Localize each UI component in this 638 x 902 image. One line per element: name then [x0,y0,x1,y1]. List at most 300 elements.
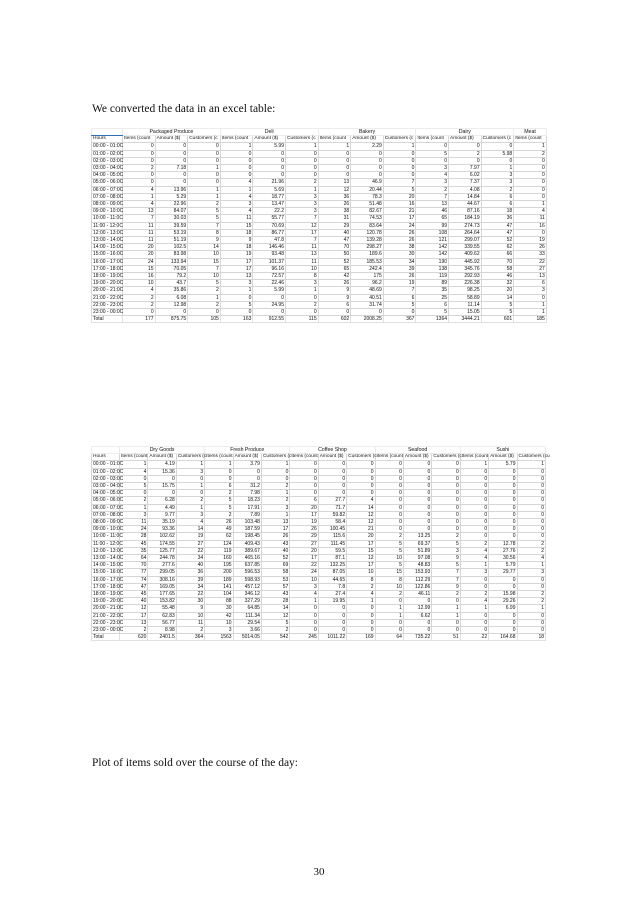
data-cell[interactable]: 2 [481,186,514,193]
data-cell[interactable]: 0 [432,504,460,511]
data-cell[interactable]: 2 [416,186,449,193]
data-cell[interactable]: 5 [120,483,148,490]
data-cell[interactable]: 2 [176,497,204,504]
data-cell[interactable]: 46 [416,208,449,215]
data-cell[interactable]: 1 [517,562,546,569]
data-cell[interactable]: 0 [449,143,482,150]
data-cell[interactable]: 44.67 [449,201,482,208]
data-cell[interactable]: 0 [123,143,156,150]
data-cell[interactable]: 31.74 [351,301,384,308]
data-cell[interactable]: 0 [347,475,375,482]
category-seafood[interactable]: Seafood [375,447,460,454]
data-cell[interactable]: 1 [460,562,488,569]
data-cell[interactable]: 83.64 [351,222,384,229]
data-cell[interactable]: 3 [481,179,514,186]
data-cell[interactable]: 51.89 [403,547,431,554]
data-cell[interactable]: 11 [123,229,156,236]
hour-cell[interactable]: 16:00 - 17:0C [93,576,124,583]
data-cell[interactable]: 24 [123,258,156,265]
data-cell[interactable]: 27 [290,540,318,547]
total-cell[interactable]: 18 [517,634,546,641]
hour-cell[interactable]: 20:00 - 21:0C [93,605,124,612]
data-cell[interactable]: 4 [347,497,375,504]
data-cell[interactable]: 15.05 [449,309,482,316]
data-cell[interactable]: 15.75 [148,483,176,490]
hour-cell[interactable]: 05:00 - 06:0C [93,179,124,186]
total-cell[interactable]: 602 [318,316,351,323]
data-cell[interactable]: 21.96 [253,179,286,186]
data-cell[interactable]: 409.62 [449,251,482,258]
data-cell[interactable]: 637.85 [233,562,261,569]
data-cell[interactable]: 38 [318,208,351,215]
data-cell[interactable]: 0 [403,504,431,511]
data-cell[interactable]: 0 [403,468,431,475]
data-cell[interactable]: 5 [220,301,253,308]
data-cell[interactable]: 0 [514,193,547,200]
data-cell[interactable]: 6 [383,294,416,301]
data-cell[interactable]: 3 [220,280,253,287]
data-cell[interactable]: 0 [514,186,547,193]
data-cell[interactable]: 1 [517,461,546,468]
data-cell[interactable]: 9 [432,583,460,590]
data-cell[interactable]: 20 [123,244,156,251]
hour-cell[interactable]: 14:00 - 15:0C [93,562,124,569]
data-cell[interactable]: 11 [285,258,318,265]
data-cell[interactable]: 30.56 [489,555,517,562]
data-cell[interactable]: 0 [432,461,460,468]
data-cell[interactable]: 0 [403,483,431,490]
data-cell[interactable]: 1 [460,605,488,612]
data-cell[interactable]: 0 [155,179,188,186]
column-header[interactable]: Amount ($) [449,136,482,143]
data-cell[interactable]: 58 [261,569,289,576]
data-cell[interactable]: 34 [176,583,204,590]
hour-cell[interactable]: 08:00 - 09:0C [93,519,124,526]
data-cell[interactable]: 0 [375,598,403,605]
data-cell[interactable]: 40 [176,562,204,569]
data-cell[interactable]: 0 [514,172,547,179]
data-cell[interactable]: 5 [188,280,221,287]
total-cell[interactable]: 164.68 [489,634,517,641]
data-cell[interactable]: 1 [347,598,375,605]
data-cell[interactable]: 2 [432,591,460,598]
data-cell[interactable]: 465.16 [233,555,261,562]
data-cell[interactable]: 26 [290,526,318,533]
data-cell[interactable]: 4 [120,468,148,475]
column-header[interactable]: Customers (c [177,454,207,460]
data-cell[interactable]: 22 [514,258,547,265]
data-cell[interactable]: 4 [460,555,488,562]
data-cell[interactable]: 111.34 [233,612,261,619]
data-cell[interactable]: 141 [205,583,233,590]
data-cell[interactable]: 0 [253,172,286,179]
data-cell[interactable]: 0 [155,143,188,150]
data-cell[interactable]: 13 [220,273,253,280]
data-cell[interactable]: 0 [233,468,261,475]
data-cell[interactable]: 69.37 [403,540,431,547]
data-cell[interactable]: 24 [120,526,148,533]
column-header[interactable]: Customers (c [348,454,377,460]
data-cell[interactable]: 32 [481,280,514,287]
data-cell[interactable]: 1 [261,511,289,518]
data-cell[interactable]: 0 [517,504,546,511]
total-label[interactable]: Total [92,316,123,323]
data-cell[interactable]: 0 [489,504,517,511]
column-header[interactable]: Amount ($) [489,454,517,461]
data-cell[interactable]: 89 [416,280,449,287]
data-cell[interactable]: 12 [347,519,375,526]
data-cell[interactable]: 6 [514,280,547,287]
data-cell[interactable]: 5 [432,540,460,547]
hour-cell[interactable]: 00:00 - 01:0C [93,461,124,468]
data-cell[interactable]: 2 [432,533,460,540]
data-cell[interactable]: 4.19 [148,461,176,468]
data-cell[interactable]: 8.98 [148,627,176,634]
hour-cell[interactable]: 15:00 - 16:0C [93,251,124,258]
data-cell[interactable]: 27.76 [489,547,517,554]
data-cell[interactable]: 4 [176,519,204,526]
data-cell[interactable]: 72.57 [253,273,286,280]
data-cell[interactable]: 0 [347,619,375,626]
data-cell[interactable]: 26 [205,519,233,526]
total-cell[interactable]: 2401.5 [148,634,176,641]
data-cell[interactable]: 12 [120,605,148,612]
column-header[interactable]: Customers (c [188,136,221,143]
data-cell[interactable]: 77 [120,569,148,576]
data-cell[interactable]: 17 [347,562,375,569]
data-cell[interactable]: 298.27 [351,244,384,251]
data-cell[interactable]: 14 [261,605,289,612]
data-cell[interactable]: 0 [449,157,482,164]
data-cell[interactable]: 74 [120,576,148,583]
total-cell[interactable]: 1364 [416,316,449,323]
data-cell[interactable]: 5.99 [253,287,286,294]
data-cell[interactable]: 26 [318,280,351,287]
data-cell[interactable]: 34 [383,258,416,265]
data-cell[interactable]: 4 [220,179,253,186]
column-header[interactable]: Amount ($) [148,454,176,461]
data-cell[interactable]: 29 [318,222,351,229]
data-cell[interactable]: 0 [220,150,253,157]
data-cell[interactable]: 9.77 [148,511,176,518]
hour-cell[interactable]: 13:00 - 14:0C [93,237,124,244]
data-cell[interactable]: 6.02 [449,172,482,179]
data-cell[interactable]: 0 [318,461,346,468]
data-cell[interactable]: 3 [285,208,318,215]
data-cell[interactable]: 96.16 [253,265,286,272]
data-cell[interactable]: 5 [261,619,289,626]
data-cell[interactable]: 10 [176,612,204,619]
hour-cell[interactable]: 10:00 - 11:0C [93,533,123,540]
data-cell[interactable]: 15.98 [489,591,517,598]
data-cell[interactable]: 0 [155,157,188,164]
data-cell[interactable]: 22 [176,547,204,554]
data-cell[interactable]: 0 [253,309,286,316]
data-cell[interactable]: 7 [416,193,449,200]
data-cell[interactable]: 0 [403,598,431,605]
data-cell[interactable]: 49 [205,526,233,533]
data-cell[interactable]: 2 [517,547,546,554]
data-cell[interactable]: 10 [188,273,221,280]
data-cell[interactable]: 299.05 [148,569,176,576]
data-cell[interactable]: 0 [351,157,384,164]
data-cell[interactable]: 52 [261,555,289,562]
data-cell[interactable]: 11 [123,237,156,244]
data-cell[interactable]: 1 [514,309,547,316]
data-cell[interactable]: 6 [205,483,233,490]
data-cell[interactable]: 3 [176,511,204,518]
data-cell[interactable]: 108 [416,229,449,236]
total-cell[interactable]: 367 [383,316,416,323]
data-cell[interactable]: 102.5 [155,244,188,251]
data-cell[interactable]: 70 [318,244,351,251]
data-cell[interactable]: 9 [432,555,460,562]
data-cell[interactable]: 0 [375,627,403,634]
data-cell[interactable]: 1 [517,605,546,612]
data-cell[interactable]: 97.08 [403,555,431,562]
data-cell[interactable]: 0 [205,468,233,475]
data-cell[interactable]: 121 [416,237,449,244]
data-cell[interactable]: 2 [176,627,204,634]
column-header[interactable]: Amount ($) [403,454,431,461]
data-cell[interactable]: 31.2 [233,483,261,490]
data-cell[interactable]: 190 [416,258,449,265]
data-cell[interactable]: 0 [460,627,488,634]
data-cell[interactable]: 26 [261,533,289,540]
hour-cell[interactable]: 05:00 - 06:0C [93,497,124,504]
hour-cell[interactable]: 23:00 - 00:0C [93,309,124,316]
data-cell[interactable]: 409.43 [233,540,261,547]
data-cell[interactable]: 66 [481,251,514,258]
column-header[interactable]: Items (count [291,454,318,460]
data-cell[interactable]: 2 [261,627,289,634]
data-cell[interactable]: 0 [347,461,375,468]
data-cell[interactable]: 0 [347,627,375,634]
data-cell[interactable]: 18 [220,244,253,251]
data-cell[interactable]: 195 [205,562,233,569]
column-header[interactable]: Items (count [220,136,253,143]
data-cell[interactable]: 31 [318,215,351,222]
hour-cell[interactable]: 14:00 - 15:0C [93,244,124,251]
hour-cell[interactable]: 01:00 - 02:0C [93,468,124,475]
data-cell[interactable]: 0 [220,157,253,164]
category-dry-goods[interactable]: Dry Goods [120,447,205,454]
hour-cell[interactable]: 18:00 - 19:0C [93,273,124,280]
data-cell[interactable]: 0 [120,490,148,497]
data-cell[interactable]: 13 [416,201,449,208]
data-cell[interactable]: 1 [120,461,148,468]
data-cell[interactable]: 0 [220,309,253,316]
total-cell[interactable]: 601 [481,316,514,323]
hour-cell[interactable]: 06:00 - 07:0C [93,186,124,193]
data-cell[interactable]: 7.37 [449,179,482,186]
hour-cell[interactable]: 03:00 - 04:0C [93,483,124,490]
hour-cell[interactable]: 01:00 - 02:0C [93,150,124,157]
data-cell[interactable]: 2 [123,301,156,308]
data-cell[interactable]: 174.55 [148,540,176,547]
data-cell[interactable]: 187.59 [233,526,261,533]
data-cell[interactable]: 1 [290,598,318,605]
data-cell[interactable]: 0 [489,583,517,590]
data-cell[interactable]: 124 [205,540,233,547]
category-coffee-shop[interactable]: Coffee Shop [290,447,375,454]
data-cell[interactable]: 7 [432,569,460,576]
data-cell[interactable]: 0 [155,309,188,316]
column-header[interactable]: Customers (c [433,454,462,460]
data-cell[interactable]: 0 [489,475,517,482]
data-cell[interactable]: 0 [253,157,286,164]
data-cell[interactable]: 7 [188,222,221,229]
data-cell[interactable]: 1 [188,186,221,193]
data-cell[interactable]: 1 [285,143,318,150]
data-cell[interactable]: 0 [290,627,318,634]
data-cell[interactable]: 13 [318,179,351,186]
data-cell[interactable]: 26 [514,244,547,251]
data-cell[interactable]: 15 [375,569,403,576]
data-cell[interactable]: 0 [489,497,517,504]
data-cell[interactable]: 169.05 [148,583,176,590]
data-cell[interactable]: 2 [375,591,403,598]
data-cell[interactable]: 0 [220,165,253,172]
data-cell[interactable]: 24.95 [253,301,286,308]
data-cell[interactable]: 5 [205,504,233,511]
data-cell[interactable]: 0 [489,612,517,619]
data-cell[interactable]: 0 [489,483,517,490]
data-cell[interactable]: 56.77 [148,619,176,626]
data-cell[interactable]: 125.77 [148,547,176,554]
data-cell[interactable]: 52 [318,258,351,265]
data-cell[interactable]: 0 [318,605,346,612]
data-cell[interactable]: 0 [155,150,188,157]
data-cell[interactable]: 7 [188,265,221,272]
data-cell[interactable]: 0 [432,526,460,533]
column-header[interactable]: Amount ($) [155,136,188,143]
data-cell[interactable]: 62 [481,244,514,251]
data-cell[interactable]: 17 [285,229,318,236]
data-cell[interactable]: 19 [176,533,204,540]
data-cell[interactable]: 10 [347,569,375,576]
data-cell[interactable]: 0 [188,157,221,164]
data-cell[interactable]: 112.29 [403,576,431,583]
data-cell[interactable]: 4 [123,201,156,208]
data-cell[interactable]: 1 [481,165,514,172]
data-cell[interactable]: 0 [347,483,375,490]
data-cell[interactable]: 101.37 [253,258,286,265]
hour-cell[interactable]: 03:00 - 04:0C [93,165,124,172]
data-cell[interactable]: 30.03 [155,215,188,222]
data-cell[interactable]: 34 [176,555,204,562]
data-cell[interactable]: 13 [514,273,547,280]
column-header[interactable]: Items (count [461,454,489,460]
data-cell[interactable]: 200 [205,569,233,576]
data-cell[interactable]: 13.47 [253,201,286,208]
data-cell[interactable]: 98.25 [449,287,482,294]
data-cell[interactable]: 1 [188,294,221,301]
data-cell[interactable]: 87.16 [449,208,482,215]
data-cell[interactable]: 27.4 [318,591,346,598]
total-cell[interactable]: 875.75 [155,316,188,323]
total-label[interactable]: Total [92,634,120,641]
data-cell[interactable]: 6.99 [489,605,517,612]
data-cell[interactable]: 0 [517,619,546,626]
data-cell[interactable]: 26 [318,201,351,208]
hour-cell[interactable]: 19:00 - 20:0C [93,598,124,605]
total-cell[interactable]: 364 [176,634,204,641]
data-cell[interactable]: 133.94 [155,258,188,265]
data-cell[interactable]: 3 [290,583,318,590]
data-cell[interactable]: 59.82 [318,511,346,518]
category-meat[interactable]: Meat [514,129,547,136]
data-cell[interactable]: 100.45 [318,526,346,533]
total-cell[interactable]: 177 [123,316,156,323]
data-cell[interactable]: 18.77 [253,193,286,200]
data-cell[interactable]: 47 [481,222,514,229]
data-cell[interactable]: 42 [318,273,351,280]
data-cell[interactable]: 6 [481,193,514,200]
data-cell[interactable]: 71.7 [318,504,346,511]
data-cell[interactable]: 1 [220,287,253,294]
data-cell[interactable]: 10 [375,555,403,562]
data-cell[interactable]: 3.79 [233,461,261,468]
data-cell[interactable]: 62.83 [148,612,176,619]
data-cell[interactable]: 5 [375,540,403,547]
data-cell[interactable]: 457.12 [233,583,261,590]
total-cell[interactable]: 185 [514,316,547,323]
data-cell[interactable]: 17 [120,612,148,619]
data-cell[interactable]: 0 [514,294,547,301]
data-cell[interactable]: 277.6 [148,562,176,569]
data-cell[interactable]: 30 [176,598,204,605]
total-cell[interactable]: 2008.25 [351,316,384,323]
data-cell[interactable]: 2 [205,490,233,497]
data-cell[interactable]: 55.77 [253,215,286,222]
data-cell[interactable]: 5 [188,208,221,215]
data-cell[interactable]: 1 [205,461,233,468]
data-cell[interactable]: 0 [517,483,546,490]
hour-cell[interactable]: 19:00 - 20:0C [93,280,124,287]
data-cell[interactable]: 153.93 [403,569,431,576]
data-cell[interactable]: 53 [261,576,289,583]
data-cell[interactable]: 198.45 [233,533,261,540]
data-cell[interactable]: 2 [449,150,482,157]
total-cell[interactable]: 245 [290,634,318,641]
category-deli[interactable]: Deli [220,129,318,136]
data-cell[interactable]: 274.73 [449,222,482,229]
data-cell[interactable]: 0 [375,461,403,468]
data-cell[interactable]: 6.28 [148,497,176,504]
data-cell[interactable]: 40 [261,547,289,554]
data-cell[interactable]: 47 [481,229,514,236]
data-cell[interactable]: 0 [517,511,546,518]
data-cell[interactable]: 5.98 [481,150,514,157]
data-cell[interactable]: 5 [416,309,449,316]
data-cell[interactable]: 0 [188,179,221,186]
data-cell[interactable]: 5.99 [253,143,286,150]
data-cell[interactable]: 0 [318,150,351,157]
data-cell[interactable]: 0 [148,475,176,482]
data-cell[interactable]: 2 [460,540,488,547]
data-cell[interactable]: 1 [375,612,403,619]
column-header[interactable]: Amount ($) [351,136,384,143]
data-cell[interactable]: 40 [318,229,351,236]
data-cell[interactable]: 20.44 [351,186,384,193]
data-cell[interactable]: 2 [188,287,221,294]
hour-cell[interactable]: 11:00 - 12:0C [93,222,123,229]
hour-cell[interactable]: 10:00 - 11:0C [93,215,123,222]
data-cell[interactable]: 30 [205,605,233,612]
data-cell[interactable]: 65 [416,215,449,222]
data-cell[interactable]: 596.53 [233,569,261,576]
